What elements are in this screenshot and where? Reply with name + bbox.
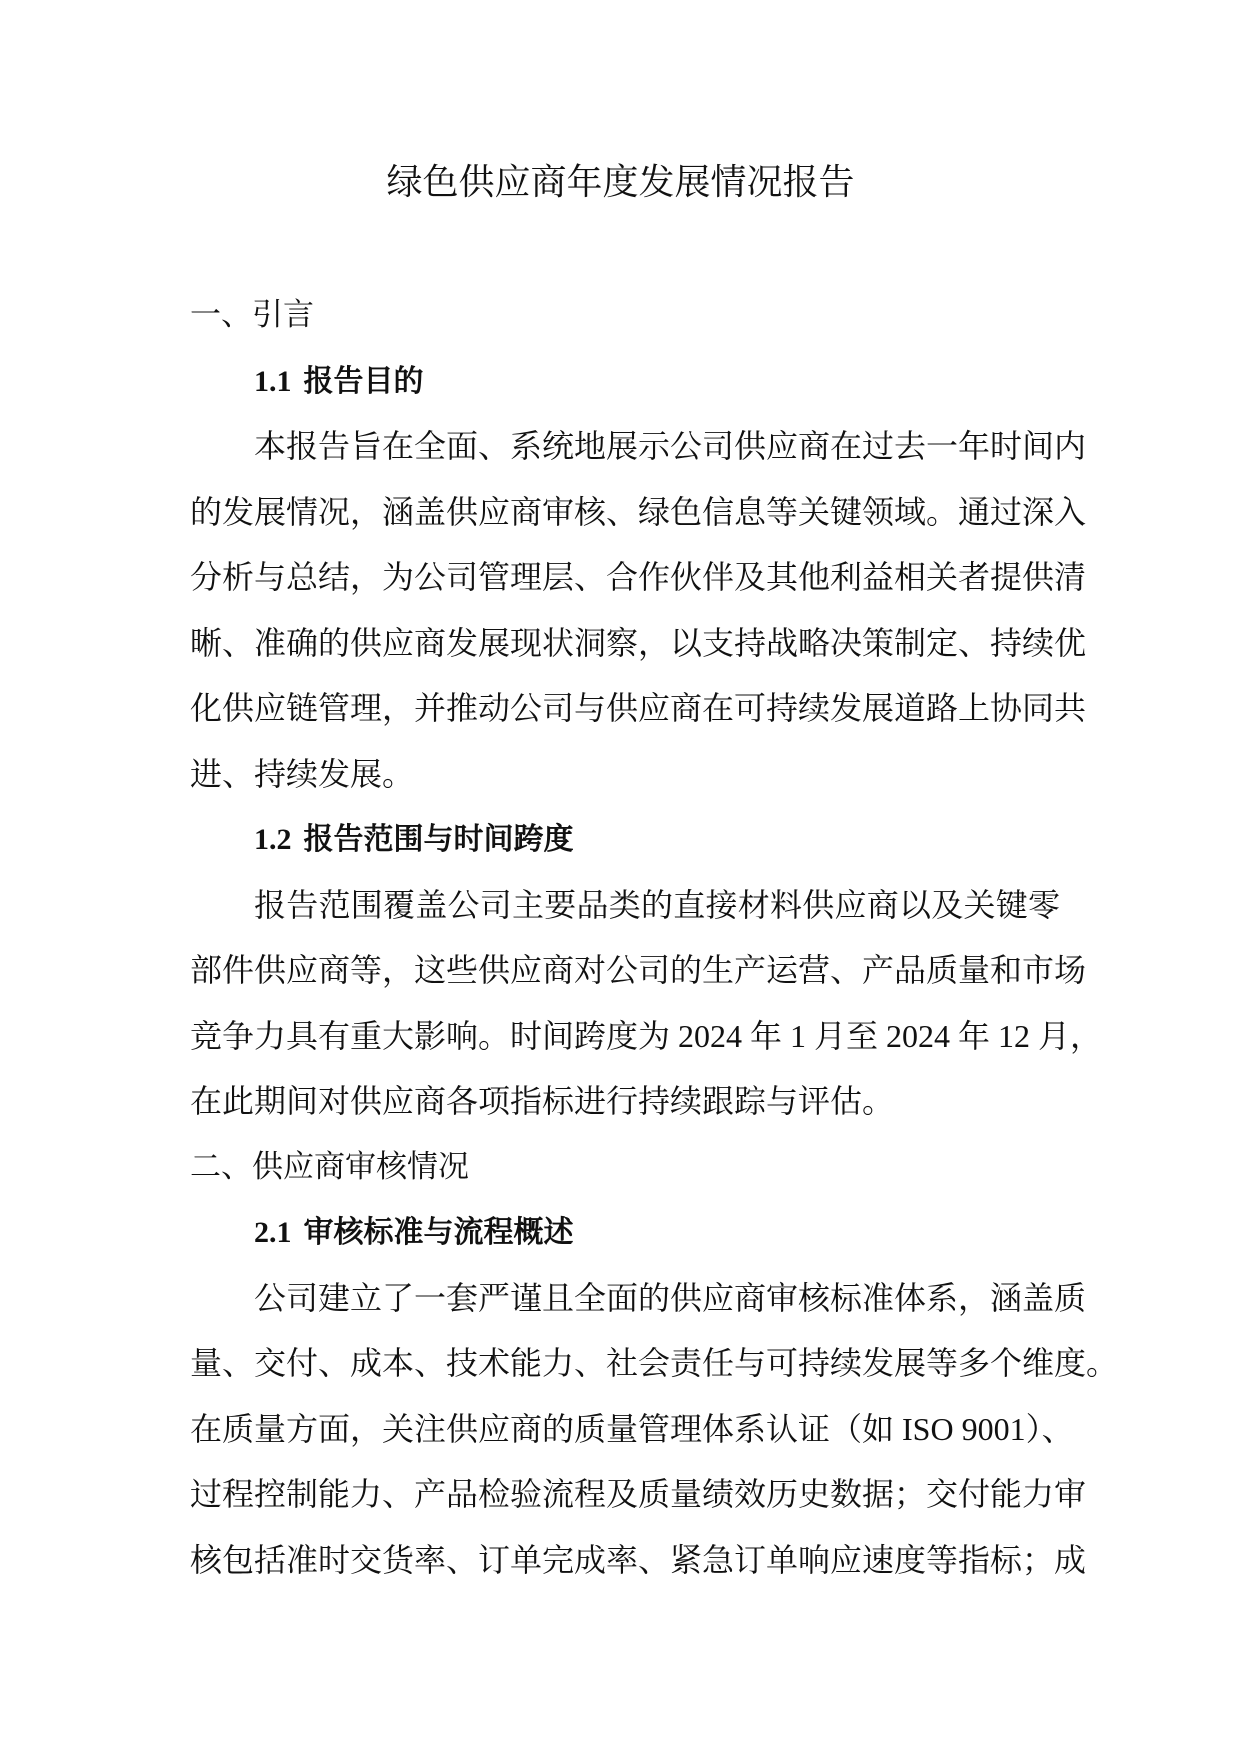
paragraph-line: 在质量方面，关注供应商的质量管理体系认证（如 ISO 9001）、 xyxy=(190,1410,1074,1447)
subsection-heading xyxy=(190,349,1060,415)
paragraph-line: 进、持续发展。 xyxy=(190,755,415,792)
paragraph-line: 在此期间对供应商各项指标进行持续跟踪与评估。 xyxy=(190,1083,895,1119)
paragraph-line: 分析与总结，为公司管理层、合作伙伴及其他利益相关者提供清 xyxy=(190,559,1087,595)
paragraph xyxy=(190,873,1103,1135)
paragraph xyxy=(190,1266,1119,1594)
subsection-number: 1.2 xyxy=(254,823,292,856)
subsection-heading xyxy=(190,807,1060,873)
document-title: 绿色供应商年度发展情况报告 xyxy=(386,162,855,203)
paragraph-line: 公司建立了一套严谨且全面的供应商审核标准体系，涵盖质 xyxy=(254,1279,1087,1316)
paragraph-line: 量、交付、成本、技术能力、社会责任与可持续发展等多个维度。 xyxy=(190,1345,1119,1381)
paragraph-line: 过程控制能力、产品检验流程及质量绩效历史数据；交付能力审 xyxy=(190,1476,1087,1512)
paragraph-line: 化供应链管理，并推动公司与供应商在可持续发展道路上协同共 xyxy=(190,690,1087,726)
paragraph-line: 部件供应商等，这些供应商对公司的生产运营、产品质量和市场 xyxy=(190,952,1087,988)
paragraph xyxy=(190,414,1087,807)
paragraph-line: 竞争力具有重大影响。时间跨度为 2024 年 1 月至 2024 年 12 月， xyxy=(190,1017,1103,1054)
section-heading: 一、引言 xyxy=(190,297,314,333)
paragraph-line: 核包括准时交货率、订单完成率、紧急订单响应速度等指标；成 xyxy=(190,1541,1087,1578)
subsection-number: 1.1 xyxy=(254,364,292,398)
subsection-title: 报告目的 xyxy=(303,364,424,398)
subsection-title: 报告范围与时间跨度 xyxy=(303,823,574,856)
paragraph-line: 的发展情况，涵盖供应商审核、绿色信息等关键领域。通过深入 xyxy=(190,493,1087,530)
section-heading: 二、供应商审核情况 xyxy=(190,1148,469,1185)
paragraph-line: 晰、准确的供应商发展现状洞察，以支持战略决策制定、持续优 xyxy=(190,624,1087,661)
paragraph-line: 报告范围覆盖公司主要品类的直接材料供应商以及关键零 xyxy=(254,886,1060,923)
subsection-heading xyxy=(190,1200,1060,1266)
subsection-title: 审核标准与流程概述 xyxy=(303,1216,574,1249)
subsection-number: 2.1 xyxy=(254,1216,292,1249)
paragraph-line: 本报告旨在全面、系统地展示公司供应商在过去一年时间内 xyxy=(254,428,1087,464)
document-body xyxy=(190,283,1119,1593)
